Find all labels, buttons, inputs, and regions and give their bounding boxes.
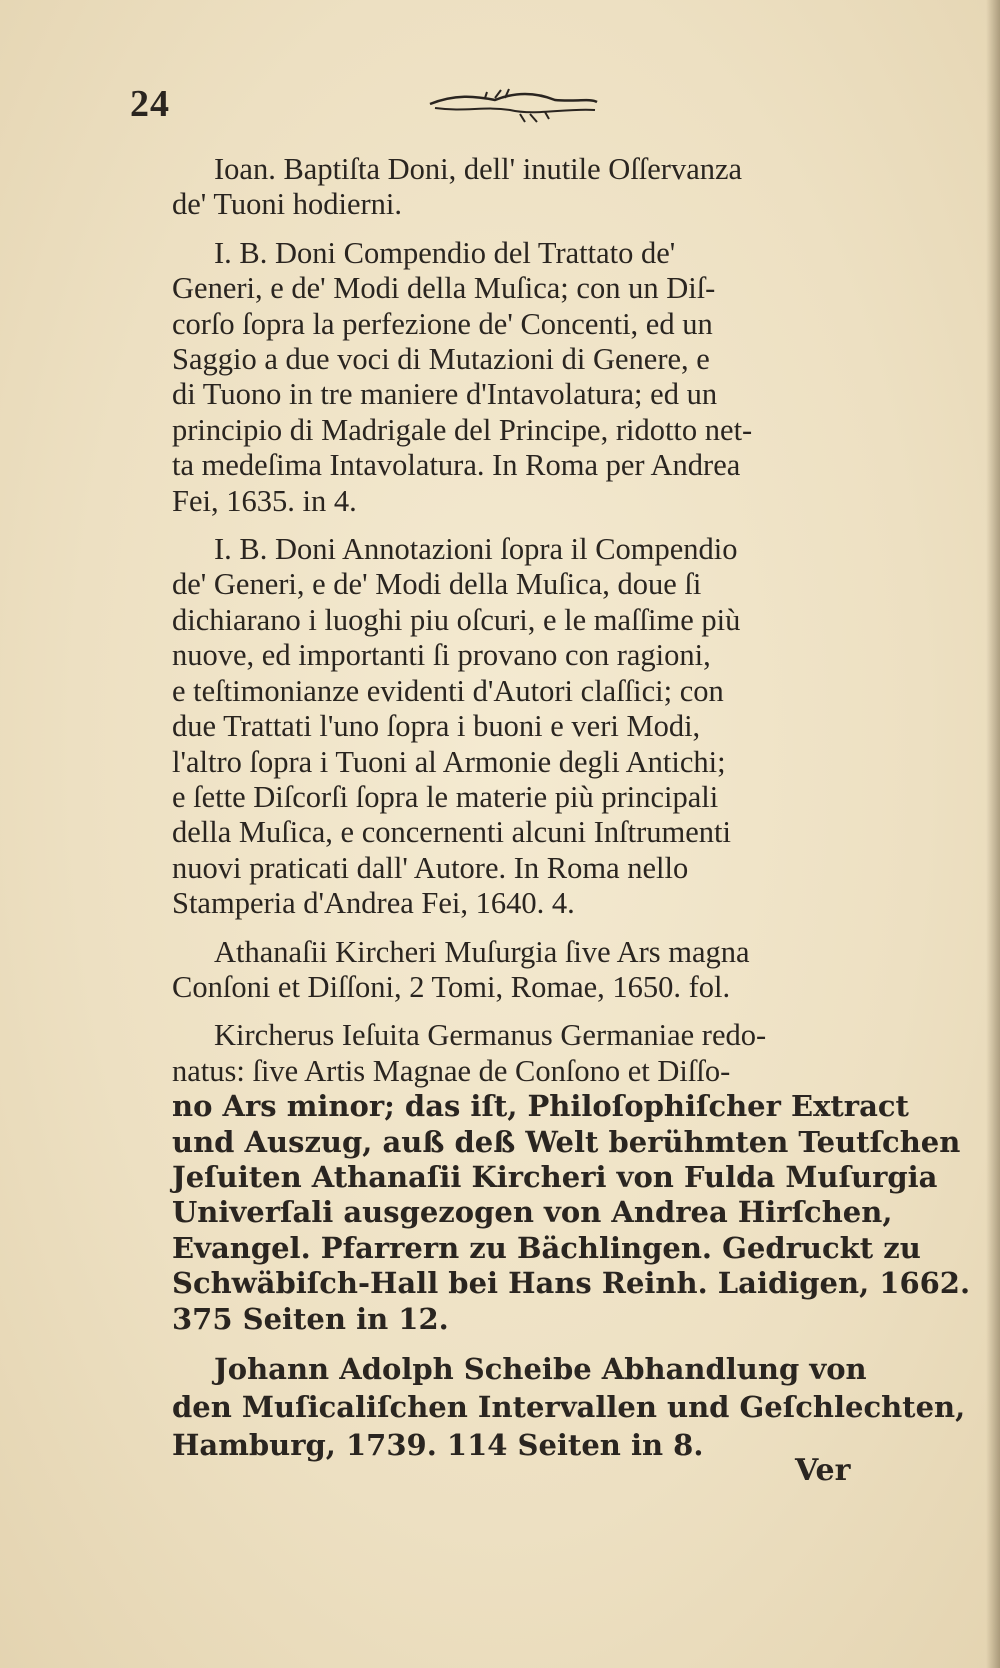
entry-line: nuovi praticati dall' Autore. In Roma nello (172, 850, 689, 885)
entry-doni-annotazioni (172, 532, 872, 921)
entry-line: principio di Madrigale del Principe, ridotto net- (172, 412, 753, 447)
entry-line: e ſette Diſcorſi ſopra le materie più principali (172, 779, 719, 814)
entry-kircher-musurgia (172, 935, 872, 1006)
entry-line: Evangel. Pfarrern zu Bächlingen. Gedruckt zu (172, 1230, 921, 1265)
entry-line: Conſoni et Diſſoni, 2 Tomi, Romae, 1650. fol. (172, 969, 731, 1004)
entry-line: Ioan. Baptiſta Doni, dell' inutile Oſſervanza (214, 152, 743, 186)
entry-doni-compendio (172, 236, 872, 519)
entry-line: 375 Seiten in 12. (172, 1301, 449, 1336)
entry-line: Hamburg, 1739. 114 Seiten in 8. (172, 1428, 704, 1462)
entry-line: Jeſuiten Athanaſii Kircheri von Fulda Muſurgia (172, 1159, 938, 1194)
entry-line: natus: ſive Artis Magnae de Conſono et Diſſo- (172, 1053, 731, 1088)
entry-line: Athanaſii Kircheri Muſurgia ſive Ars magna (214, 934, 750, 969)
entry-kircherus-germanus (172, 1018, 971, 1337)
entry-line: de' Generi, e de' Modi della Muſica, doue ſi (172, 567, 702, 602)
entry-line: Kircherus Ieſuita Germanus Germaniae redo- (214, 1018, 767, 1053)
entry-line: no Ars minor; das iſt, Philoſophiſcher Extract (172, 1089, 909, 1124)
entry-line: Saggio a due voci di Mutazioni di Genere, e (172, 342, 710, 377)
entry-line: I. B. Doni Compendio del Trattato de' (214, 235, 676, 270)
entry-line: de' Tuoni hodierni. (172, 187, 403, 222)
entry-line: corſo ſopra la perfezione de' Concenti, ed un (172, 306, 713, 341)
entry-line: e teſtimonianze evidenti d'Autori claſſici; con (172, 673, 724, 708)
entry-line: Univerſali ausgezogen von Andrea Hirſchen, (172, 1195, 893, 1230)
entry-line: dichiarano i luoghi piu oſcuri, e le maſſime più (172, 602, 741, 637)
entry-line: due Trattati l'uno ſopra i buoni e veri Modi, (172, 709, 701, 744)
entry-line: Stamperia d'Andrea Fei, 1640. 4. (172, 886, 575, 921)
page-number: 24 (130, 83, 170, 125)
entry-line: l'altro ſopra i Tuoni al Armonie degli Antichi; (172, 744, 726, 779)
entry-line: und Auszug, auß deß Welt berühmten Teutſchen (172, 1124, 961, 1159)
entry-line: nuove, ed importanti ſi provano con ragioni, (172, 638, 711, 673)
bibliography-text (172, 152, 971, 1477)
entry-line: Johann Adolph Scheibe Abhandlung von (214, 1352, 867, 1386)
entry-line: I. B. Doni Annotazioni ſopra il Compendio (214, 532, 738, 567)
entry-scheibe-abhandlung (172, 1350, 966, 1464)
entry-line: Generi, e de' Modi della Muſica; con un Diſ- (172, 271, 716, 306)
entry-line: di Tuono in tre maniere d'Intavolatura; ed un (172, 377, 718, 412)
entry-line: Schwäbiſch-Hall bei Hans Reinh. Laidigen, 1662. (172, 1266, 971, 1301)
entry-line: Fei, 1635. in 4. (172, 483, 357, 518)
entry-line: della Muſica, e concernenti alcuni Inſtrumenti (172, 815, 731, 850)
entry-doni-osservanza (172, 152, 872, 223)
decorative-flourish-icon (425, 86, 600, 126)
entry-line: ta medeſima Intavolatura. In Roma per Andrea (172, 448, 741, 483)
page-edge-shadow (986, 0, 1000, 1668)
entry-line: den Muſicaliſchen Intervallen und Geſchlechten, (172, 1390, 966, 1424)
catchword: Ver (795, 1453, 851, 1488)
